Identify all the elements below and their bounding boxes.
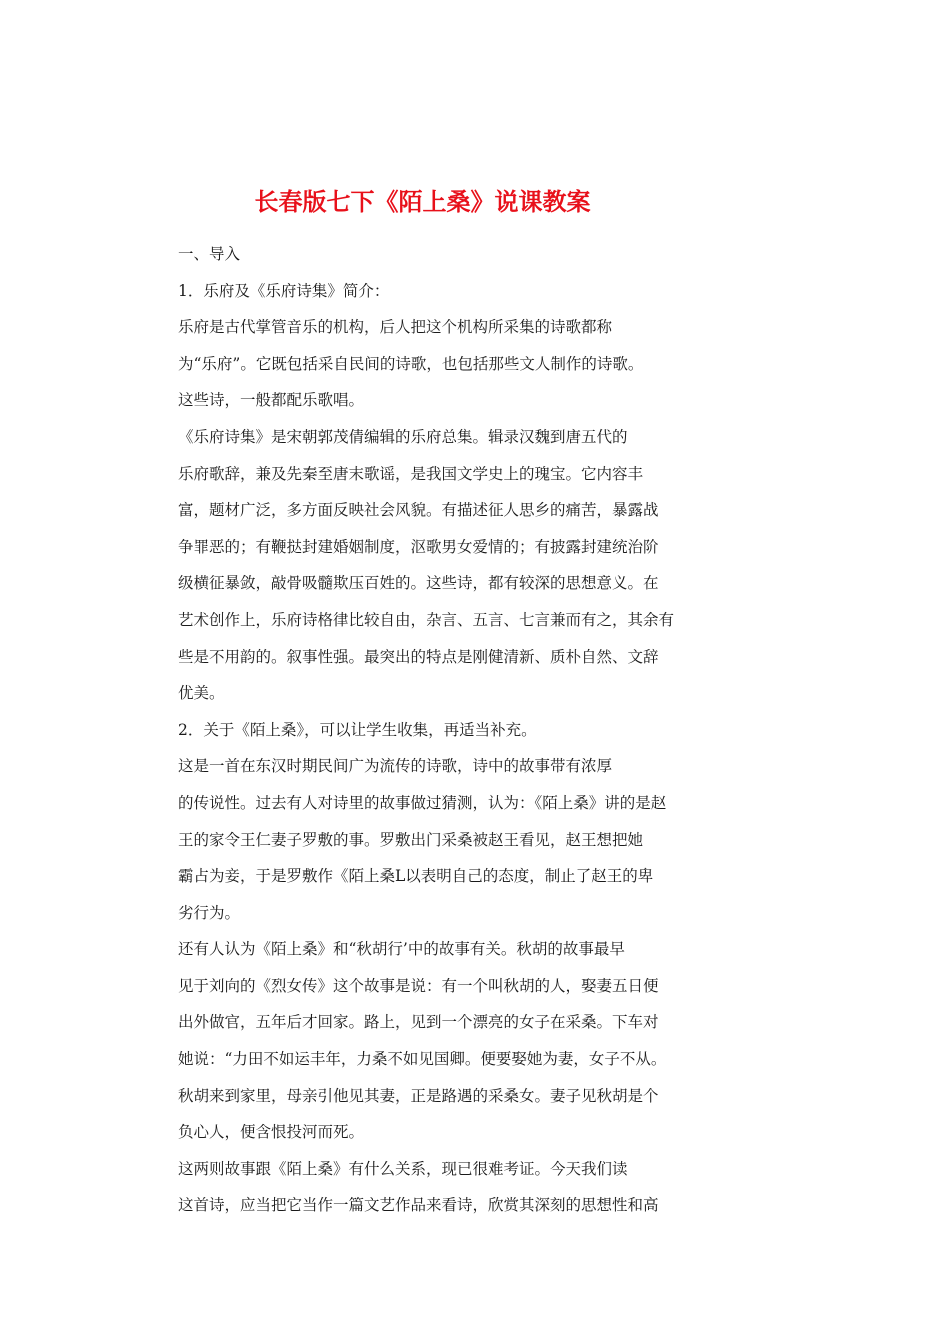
paragraph-line: 负心人，便含恨投河而死。: [178, 1123, 365, 1142]
paragraph-line: 艺术创作上，乐府诗格律比较自由，杂言、五言、七言兼而有之，其余有: [178, 610, 675, 629]
paragraph-line: 《乐府诗集》是宋朝郭茂倩编辑的乐府总集。辑录汉魏到唐五代的: [178, 427, 628, 446]
paragraph-line: 1．乐府及《乐府诗集》简介：: [178, 281, 390, 300]
paragraph-line: 霸占为妾，于是罗敷作《陌上桑L以表明自己的态度，制止了赵王的卑: [178, 867, 654, 886]
paragraph-line: 优美。: [178, 684, 225, 703]
paragraph-line: 为“乐府”。它既包括采自民间的诗歌，也包括那些文人制作的诗歌。: [178, 354, 644, 373]
paragraph-line: 这些诗，一般都配乐歌唱。: [178, 391, 365, 410]
paragraph-line: 这首诗，应当把它当作一篇文艺作品来看诗，欣赏其深刻的思想性和高: [178, 1196, 659, 1215]
paragraph-line: 劣行为。: [178, 903, 241, 922]
paragraph-line: 级横征暴敛，敲骨吸髓欺压百姓的。这些诗，都有较深的思想意义。在: [178, 574, 659, 593]
document-body: [178, 241, 738, 1229]
paragraph-line: 这两则故事跟《陌上桑》有什么关系，现已很难考证。今天我们读: [178, 1159, 628, 1178]
paragraph-line: 些是不用韵的。叙事性强。最突出的特点是刚健清新、质朴自然、文辞: [178, 647, 659, 666]
paragraph-line: 乐府歌辞，兼及先秦至唐末歌谣，是我国文学史上的瑰宝。它内容丰: [178, 464, 644, 483]
paragraph-line: 还有人认为《陌上桑》和“秋胡行’中的故事有关。秋胡的故事最早: [178, 940, 625, 959]
paragraph-line: 富，题材广泛，多方面反映社会风貌。有描述征人思乡的痛苦，暴露战: [178, 501, 659, 520]
paragraph-line: 一、导入: [178, 245, 241, 263]
paragraph-line: 她说：“力田不如运丰年，力桑不如见国卿。便要娶她为妻，女子不从。: [178, 1050, 667, 1069]
paragraph-line: 的传说性。过去有人对诗里的故事做过猜测，认为：《陌上桑》讲的是赵: [178, 793, 667, 812]
paragraph-line: 争罪恶的；有鞭挞封建婚姻制度，沤歌男女爱情的；有披露封建统治阶: [178, 537, 659, 556]
paragraph-line: 王的家令王仁妻子罗敷的事。罗敷出门采桑被赵王看见，赵王想把她: [178, 830, 644, 849]
paragraph-line: 见于刘向的《烈女传》这个故事是说：有一个叫秋胡的人，娶妻五日便: [178, 976, 659, 995]
paragraph-line: 出外做官，五年后才回家。路上，见到一个漂亮的女子在采桑。下车对: [178, 1013, 659, 1032]
paragraph-line: 秋胡来到家里，母亲引他见其妻，正是路遇的采桑女。妻子见秋胡是个: [178, 1086, 659, 1105]
paragraph-line: 2．关于《陌上桑》，可以让学生收集，再适当补充。: [178, 720, 537, 739]
document-title: 长春版七下《陌上桑》说课教案: [254, 187, 591, 216]
paragraph-line: 乐府是古代掌管音乐的机构，后人把这个机构所采集的诗歌都称: [178, 318, 613, 337]
paragraph-line: 这是一首在东汉时期民间广为流传的诗歌，诗中的故事带有浓厚: [178, 757, 613, 776]
